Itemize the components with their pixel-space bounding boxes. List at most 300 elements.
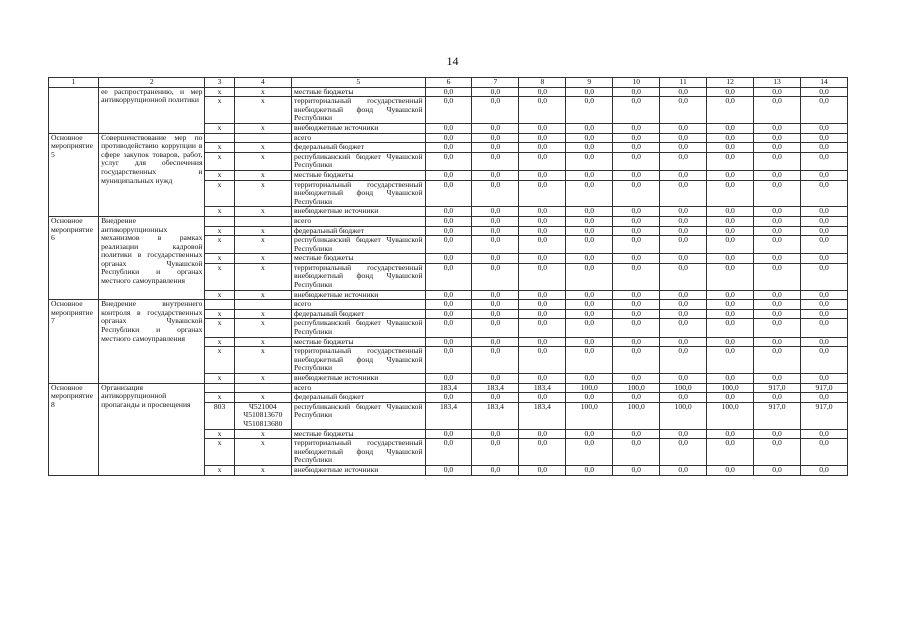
- value-cell: 0,0: [660, 143, 707, 153]
- budget-code-cell: x: [205, 290, 234, 300]
- header-cell-7: 7: [472, 78, 519, 88]
- target-article-cell: x: [234, 97, 291, 124]
- value-cell: 0,0: [660, 347, 707, 374]
- header-cell-6: 6: [425, 78, 472, 88]
- target-article-cell: x: [234, 309, 291, 319]
- value-cell: 0,0: [519, 180, 566, 207]
- budget-code-cell: [205, 383, 234, 393]
- value-cell: 0,0: [754, 309, 801, 319]
- value-cell: 0,0: [425, 439, 472, 466]
- value-cell: 0,0: [707, 319, 754, 337]
- value-cell: 0,0: [613, 374, 660, 384]
- target-article-cell: x: [234, 226, 291, 236]
- value-cell: 0,0: [707, 465, 754, 475]
- value-cell: 0,0: [707, 216, 754, 226]
- value-cell: 0,0: [425, 207, 472, 217]
- value-cell: 0,0: [472, 300, 519, 310]
- value-cell: 0,0: [613, 263, 660, 290]
- value-cell: 0,0: [425, 393, 472, 403]
- value-cell: 0,0: [707, 143, 754, 153]
- funding-source-cell: федеральный бюджет: [292, 226, 426, 236]
- value-cell: 183,4: [519, 402, 566, 429]
- value-cell: 0,0: [613, 347, 660, 374]
- budget-code-cell: x: [205, 347, 234, 374]
- funding-source-cell: республиканский бюджет Чувашской Республики: [292, 402, 426, 429]
- value-cell: 0,0: [566, 133, 613, 143]
- value-cell: 0,0: [613, 143, 660, 153]
- header-row: [49, 78, 848, 88]
- value-cell: 0,0: [801, 152, 848, 170]
- funding-source-cell: внебюджетные источники: [292, 465, 426, 475]
- funding-source-cell: территориальный государственный внебюджетный фонд Чувашской Республики: [292, 347, 426, 374]
- value-cell: 100,0: [613, 402, 660, 429]
- measure-label: Основное мероприятие 8: [49, 383, 99, 475]
- value-cell: 0,0: [754, 337, 801, 347]
- header-cell-14: 14: [801, 78, 848, 88]
- value-cell: 0,0: [566, 207, 613, 217]
- value-cell: 0,0: [707, 439, 754, 466]
- value-cell: 0,0: [425, 337, 472, 347]
- value-cell: 0,0: [613, 300, 660, 310]
- value-cell: 0,0: [707, 152, 754, 170]
- budget-code-cell: x: [205, 465, 234, 475]
- value-cell: 0,0: [754, 123, 801, 133]
- value-cell: 0,0: [660, 393, 707, 403]
- value-cell: 0,0: [519, 347, 566, 374]
- value-cell: 0,0: [566, 216, 613, 226]
- value-cell: 0,0: [519, 319, 566, 337]
- value-cell: 0,0: [472, 226, 519, 236]
- value-cell: 0,0: [801, 133, 848, 143]
- value-cell: 0,0: [754, 180, 801, 207]
- header-cell-13: 13: [754, 78, 801, 88]
- value-cell: 0,0: [425, 300, 472, 310]
- value-cell: 0,0: [660, 236, 707, 254]
- target-article-cell: x: [234, 347, 291, 374]
- value-cell: 0,0: [472, 87, 519, 97]
- header-cell-9: 9: [566, 78, 613, 88]
- value-cell: 0,0: [519, 393, 566, 403]
- value-cell: 183,4: [425, 402, 472, 429]
- measure-label-empty: [49, 87, 99, 133]
- funding-source-cell: внебюджетные источники: [292, 374, 426, 384]
- value-cell: 0,0: [519, 337, 566, 347]
- value-cell: 0,0: [566, 300, 613, 310]
- budget-code-cell: x: [205, 254, 234, 264]
- value-cell: 0,0: [519, 263, 566, 290]
- value-cell: 0,0: [613, 309, 660, 319]
- funding-source-cell: местные бюджеты: [292, 337, 426, 347]
- value-cell: 0,0: [425, 216, 472, 226]
- value-cell: 0,0: [707, 226, 754, 236]
- value-cell: 0,0: [472, 180, 519, 207]
- target-article-cell: x: [234, 236, 291, 254]
- value-cell: 0,0: [613, 393, 660, 403]
- value-cell: 0,0: [801, 180, 848, 207]
- value-cell: 0,0: [660, 337, 707, 347]
- value-cell: 0,0: [566, 143, 613, 153]
- value-cell: 0,0: [519, 254, 566, 264]
- value-cell: 100,0: [566, 402, 613, 429]
- value-cell: 0,0: [801, 226, 848, 236]
- value-cell: 917,0: [801, 402, 848, 429]
- value-cell: 0,0: [754, 133, 801, 143]
- budget-code-cell: x: [205, 309, 234, 319]
- budget-code-cell: x: [205, 236, 234, 254]
- value-cell: 917,0: [754, 402, 801, 429]
- value-cell: 0,0: [519, 143, 566, 153]
- value-cell: 0,0: [754, 207, 801, 217]
- target-article-cell: x: [234, 254, 291, 264]
- value-cell: 0,0: [472, 290, 519, 300]
- value-cell: 0,0: [613, 439, 660, 466]
- header-cell-12: 12: [707, 78, 754, 88]
- value-cell: 0,0: [566, 337, 613, 347]
- value-cell: 0,0: [707, 207, 754, 217]
- measure-label: Основное мероприятие 6: [49, 216, 99, 299]
- value-cell: 0,0: [754, 236, 801, 254]
- value-cell: 0,0: [613, 207, 660, 217]
- target-article-cell: x: [234, 152, 291, 170]
- value-cell: 0,0: [801, 87, 848, 97]
- value-cell: 0,0: [754, 170, 801, 180]
- value-cell: 0,0: [472, 319, 519, 337]
- value-cell: 0,0: [801, 300, 848, 310]
- table-row: [49, 133, 848, 143]
- value-cell: 0,0: [472, 393, 519, 403]
- value-cell: 0,0: [660, 465, 707, 475]
- value-cell: 0,0: [754, 290, 801, 300]
- value-cell: 0,0: [801, 393, 848, 403]
- value-cell: 0,0: [754, 374, 801, 384]
- value-cell: 0,0: [754, 216, 801, 226]
- value-cell: 0,0: [472, 216, 519, 226]
- value-cell: 0,0: [801, 236, 848, 254]
- value-cell: 0,0: [613, 236, 660, 254]
- value-cell: 0,0: [801, 337, 848, 347]
- value-cell: 0,0: [519, 465, 566, 475]
- target-article-cell: x: [234, 439, 291, 466]
- value-cell: 0,0: [660, 254, 707, 264]
- value-cell: 0,0: [754, 429, 801, 439]
- value-cell: 0,0: [754, 97, 801, 124]
- value-cell: 0,0: [613, 337, 660, 347]
- value-cell: 0,0: [519, 216, 566, 226]
- value-cell: 0,0: [566, 263, 613, 290]
- budget-code-cell: x: [205, 170, 234, 180]
- value-cell: 0,0: [425, 347, 472, 374]
- budget-code-cell: x: [205, 319, 234, 337]
- header-cell-10: 10: [613, 78, 660, 88]
- value-cell: 0,0: [472, 143, 519, 153]
- value-cell: 0,0: [519, 429, 566, 439]
- value-cell: 0,0: [660, 123, 707, 133]
- value-cell: 0,0: [566, 180, 613, 207]
- value-cell: 0,0: [754, 152, 801, 170]
- value-cell: 0,0: [754, 143, 801, 153]
- value-cell: 0,0: [660, 216, 707, 226]
- value-cell: 0,0: [472, 170, 519, 180]
- table-body: [49, 87, 848, 475]
- value-cell: 0,0: [472, 207, 519, 217]
- value-cell: 0,0: [660, 152, 707, 170]
- target-article-cell: [234, 300, 291, 310]
- value-cell: 0,0: [519, 236, 566, 254]
- value-cell: 0,0: [754, 465, 801, 475]
- value-cell: 0,0: [425, 309, 472, 319]
- target-article-cell: [234, 216, 291, 226]
- value-cell: 0,0: [707, 300, 754, 310]
- budget-code-cell: x: [205, 97, 234, 124]
- value-cell: 0,0: [519, 152, 566, 170]
- budget-code-cell: [205, 216, 234, 226]
- value-cell: 0,0: [801, 309, 848, 319]
- value-cell: 0,0: [425, 290, 472, 300]
- value-cell: 0,0: [472, 263, 519, 290]
- value-cell: 0,0: [425, 254, 472, 264]
- funding-source-cell: внебюджетные источники: [292, 290, 426, 300]
- budget-code-cell: x: [205, 429, 234, 439]
- funding-source-cell: территориальный государственный внебюджетный фонд Чувашской Республики: [292, 263, 426, 290]
- value-cell: 0,0: [613, 87, 660, 97]
- header-cell-3: 3: [205, 78, 234, 88]
- value-cell: 0,0: [566, 97, 613, 124]
- value-cell: 0,0: [566, 123, 613, 133]
- value-cell: 0,0: [613, 429, 660, 439]
- budget-code-cell: x: [205, 152, 234, 170]
- value-cell: 0,0: [566, 87, 613, 97]
- value-cell: 0,0: [519, 87, 566, 97]
- value-cell: 0,0: [707, 254, 754, 264]
- value-cell: 0,0: [707, 309, 754, 319]
- value-cell: 0,0: [613, 290, 660, 300]
- value-cell: 0,0: [425, 133, 472, 143]
- value-cell: 0,0: [660, 290, 707, 300]
- funding-source-cell: территориальный государственный внебюджетный фонд Чувашской Республики: [292, 180, 426, 207]
- value-cell: 0,0: [425, 87, 472, 97]
- funding-source-cell: местные бюджеты: [292, 254, 426, 264]
- value-cell: 0,0: [566, 429, 613, 439]
- value-cell: 0,0: [613, 319, 660, 337]
- value-cell: 0,0: [707, 429, 754, 439]
- budget-code-cell: x: [205, 207, 234, 217]
- value-cell: 0,0: [707, 374, 754, 384]
- value-cell: 100,0: [613, 383, 660, 393]
- funding-source-cell: всего: [292, 216, 426, 226]
- value-cell: 0,0: [425, 226, 472, 236]
- value-cell: 0,0: [472, 347, 519, 374]
- value-cell: 0,0: [754, 254, 801, 264]
- value-cell: 0,0: [660, 207, 707, 217]
- value-cell: 0,0: [707, 97, 754, 124]
- value-cell: 0,0: [801, 290, 848, 300]
- measure-description: Совершенствование мер по противодействию коррупции в сфере закупок товаров, работ, услуг для обеспечения государственных и муниципальных нужд: [99, 133, 205, 216]
- value-cell: 0,0: [801, 347, 848, 374]
- value-cell: 183,4: [472, 383, 519, 393]
- value-cell: 917,0: [801, 383, 848, 393]
- budget-code-cell: x: [205, 226, 234, 236]
- budget-code-cell: [205, 300, 234, 310]
- value-cell: 0,0: [754, 319, 801, 337]
- funding-source-cell: республиканский бюджет Чувашской Республики: [292, 236, 426, 254]
- value-cell: 0,0: [425, 429, 472, 439]
- value-cell: 0,0: [754, 393, 801, 403]
- value-cell: 0,0: [566, 236, 613, 254]
- funding-source-cell: всего: [292, 383, 426, 393]
- value-cell: 0,0: [472, 429, 519, 439]
- value-cell: 0,0: [801, 374, 848, 384]
- value-cell: 0,0: [613, 465, 660, 475]
- budget-code-cell: x: [205, 439, 234, 466]
- value-cell: 0,0: [660, 309, 707, 319]
- target-article-cell: x: [234, 143, 291, 153]
- value-cell: 0,0: [660, 429, 707, 439]
- value-cell: 0,0: [801, 263, 848, 290]
- value-cell: 0,0: [425, 374, 472, 384]
- value-cell: 0,0: [801, 170, 848, 180]
- header-cell-2: 2: [99, 78, 205, 88]
- target-article-cell: x: [234, 429, 291, 439]
- target-article-cell: x: [234, 170, 291, 180]
- value-cell: 0,0: [472, 97, 519, 124]
- funding-source-cell: республиканский бюджет Чувашской Республики: [292, 319, 426, 337]
- measure-label: Основное мероприятие 5: [49, 133, 99, 216]
- value-cell: 0,0: [754, 263, 801, 290]
- value-cell: 0,0: [566, 393, 613, 403]
- value-cell: 0,0: [801, 254, 848, 264]
- value-cell: 0,0: [519, 133, 566, 143]
- value-cell: 183,4: [519, 383, 566, 393]
- value-cell: 0,0: [707, 263, 754, 290]
- value-cell: 0,0: [566, 319, 613, 337]
- value-cell: 0,0: [754, 439, 801, 466]
- funding-source-cell: федеральный бюджет: [292, 143, 426, 153]
- value-cell: 0,0: [519, 309, 566, 319]
- value-cell: 0,0: [566, 439, 613, 466]
- funding-source-cell: местные бюджеты: [292, 170, 426, 180]
- budget-code-cell: x: [205, 374, 234, 384]
- header-cell-1: 1: [49, 78, 99, 88]
- value-cell: 0,0: [472, 374, 519, 384]
- value-cell: 0,0: [472, 133, 519, 143]
- value-cell: 0,0: [707, 337, 754, 347]
- value-cell: 183,4: [425, 383, 472, 393]
- value-cell: 100,0: [660, 383, 707, 393]
- funding-source-cell: федеральный бюджет: [292, 393, 426, 403]
- value-cell: 0,0: [660, 87, 707, 97]
- value-cell: 0,0: [566, 152, 613, 170]
- value-cell: 0,0: [519, 97, 566, 124]
- budget-code-cell: x: [205, 337, 234, 347]
- funding-source-cell: местные бюджеты: [292, 87, 426, 97]
- value-cell: 0,0: [425, 263, 472, 290]
- value-cell: 0,0: [707, 236, 754, 254]
- value-cell: 0,0: [660, 319, 707, 337]
- target-article-cell: Ч521004 Ч510813670 Ч510813680: [234, 402, 291, 429]
- value-cell: 0,0: [801, 319, 848, 337]
- target-article-cell: x: [234, 319, 291, 337]
- value-cell: 0,0: [613, 254, 660, 264]
- value-cell: 100,0: [660, 402, 707, 429]
- target-article-cell: [234, 383, 291, 393]
- value-cell: 0,0: [425, 319, 472, 337]
- funding-source-cell: внебюджетные источники: [292, 207, 426, 217]
- page-number: 14: [446, 54, 459, 68]
- value-cell: 0,0: [519, 300, 566, 310]
- value-cell: 0,0: [472, 236, 519, 254]
- value-cell: 0,0: [613, 170, 660, 180]
- value-cell: 0,0: [660, 170, 707, 180]
- value-cell: 100,0: [707, 383, 754, 393]
- target-article-cell: [234, 133, 291, 143]
- value-cell: 0,0: [707, 123, 754, 133]
- value-cell: 0,0: [566, 170, 613, 180]
- value-cell: 0,0: [707, 133, 754, 143]
- value-cell: 0,0: [566, 290, 613, 300]
- value-cell: 183,4: [472, 402, 519, 429]
- value-cell: 0,0: [566, 347, 613, 374]
- value-cell: 100,0: [566, 383, 613, 393]
- value-cell: 0,0: [660, 263, 707, 290]
- budget-code-cell: x: [205, 143, 234, 153]
- value-cell: 0,0: [613, 97, 660, 124]
- measure-description: Внедрение антикоррупционных механизмов в рамках реализации кадровой политики в государственных органах Чувашской Республики и органах местного самоуправления: [99, 216, 205, 299]
- value-cell: 0,0: [519, 123, 566, 133]
- table-row: [49, 87, 848, 97]
- value-cell: 0,0: [519, 207, 566, 217]
- value-cell: 0,0: [660, 180, 707, 207]
- value-cell: 0,0: [613, 133, 660, 143]
- budget-code-cell: x: [205, 87, 234, 97]
- target-article-cell: x: [234, 337, 291, 347]
- value-cell: 0,0: [519, 374, 566, 384]
- value-cell: 0,0: [754, 300, 801, 310]
- budget-table: [48, 77, 848, 476]
- measure-description: ее распространению, и мер антикоррупционной политики: [99, 87, 205, 133]
- value-cell: 0,0: [801, 429, 848, 439]
- value-cell: 0,0: [707, 87, 754, 97]
- funding-source-cell: территориальный государственный внебюджетный фонд Чувашской Республики: [292, 97, 426, 124]
- budget-code-cell: [205, 133, 234, 143]
- value-cell: 0,0: [613, 216, 660, 226]
- funding-source-cell: территориальный государственный внебюджетный фонд Чувашской Республики: [292, 439, 426, 466]
- value-cell: 100,0: [707, 402, 754, 429]
- value-cell: 0,0: [519, 290, 566, 300]
- value-cell: 0,0: [566, 254, 613, 264]
- value-cell: 0,0: [801, 143, 848, 153]
- value-cell: 0,0: [660, 133, 707, 143]
- table-row: [49, 383, 848, 393]
- value-cell: 0,0: [472, 337, 519, 347]
- budget-code-cell: x: [205, 263, 234, 290]
- value-cell: 0,0: [660, 300, 707, 310]
- value-cell: 0,0: [425, 152, 472, 170]
- value-cell: 0,0: [613, 123, 660, 133]
- target-article-cell: x: [234, 263, 291, 290]
- funding-source-cell: всего: [292, 300, 426, 310]
- value-cell: 0,0: [707, 170, 754, 180]
- budget-code-cell: x: [205, 123, 234, 133]
- value-cell: 0,0: [801, 465, 848, 475]
- value-cell: 0,0: [472, 152, 519, 170]
- target-article-cell: x: [234, 374, 291, 384]
- value-cell: 0,0: [801, 439, 848, 466]
- table-row: [49, 216, 848, 226]
- value-cell: 0,0: [660, 374, 707, 384]
- table-row: [49, 300, 848, 310]
- target-article-cell: x: [234, 393, 291, 403]
- target-article-cell: x: [234, 465, 291, 475]
